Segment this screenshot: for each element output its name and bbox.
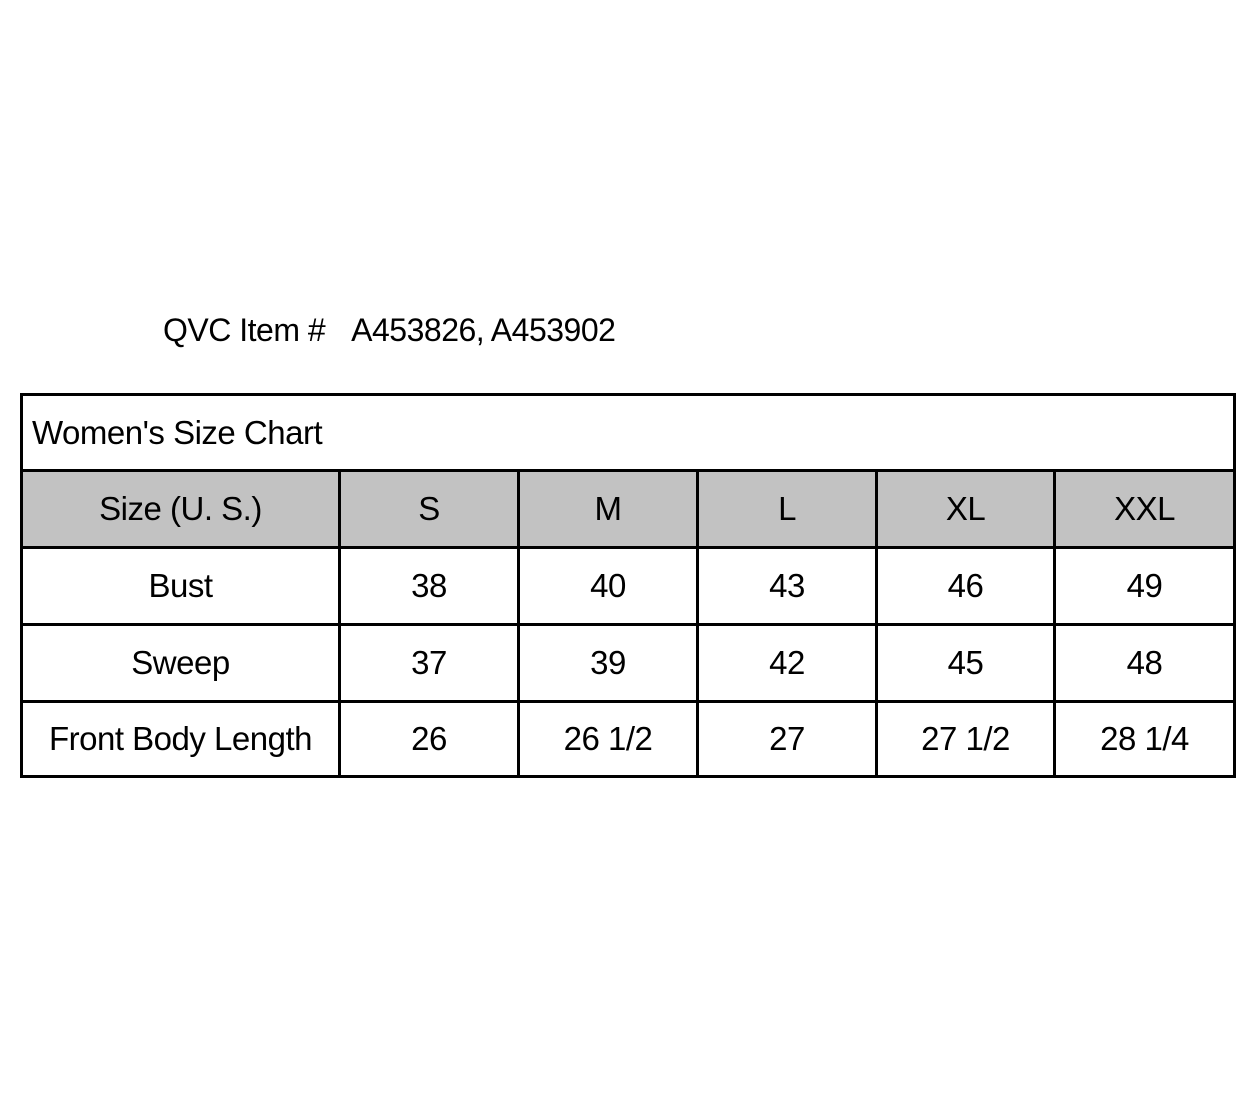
bust-value-xxl: 49 (1055, 548, 1235, 625)
row-label-sweep: Sweep (22, 625, 340, 702)
item-number-label: QVC Item # (163, 312, 326, 348)
col-header-s: S (340, 471, 519, 548)
front-body-length-value-l: 27 (698, 702, 877, 777)
col-header-l: L (698, 471, 877, 548)
col-header-size-us: Size (U. S.) (22, 471, 340, 548)
bust-value-m: 40 (519, 548, 698, 625)
front-body-length-value-m: 26 1/2 (519, 702, 698, 777)
front-body-length-value-xxl: 28 1/4 (1055, 702, 1235, 777)
table-row-sweep (22, 625, 1235, 702)
table-row-front-body-length (22, 702, 1235, 777)
bust-value-xl: 46 (877, 548, 1055, 625)
col-header-xl: XL (877, 471, 1055, 548)
bust-value-l: 43 (698, 548, 877, 625)
row-label-front-body-length: Front Body Length (22, 702, 340, 777)
sweep-value-s: 37 (340, 625, 519, 702)
sweep-value-l: 42 (698, 625, 877, 702)
size-chart-title: Women's Size Chart (22, 395, 1235, 471)
size-chart-table (20, 393, 1236, 778)
table-row-bust (22, 548, 1235, 625)
size-chart-header-row (22, 471, 1235, 548)
sweep-value-m: 39 (519, 625, 698, 702)
sweep-value-xxl: 48 (1055, 625, 1235, 702)
sweep-value-xl: 45 (877, 625, 1055, 702)
front-body-length-value-s: 26 (340, 702, 519, 777)
row-label-bust: Bust (22, 548, 340, 625)
item-number-line (163, 312, 615, 349)
col-header-m: M (519, 471, 698, 548)
front-body-length-value-xl: 27 1/2 (877, 702, 1055, 777)
bust-value-s: 38 (340, 548, 519, 625)
size-chart-title-row (22, 395, 1235, 471)
item-number-value: A453826, A453902 (351, 312, 616, 348)
col-header-xxl: XXL (1055, 471, 1235, 548)
